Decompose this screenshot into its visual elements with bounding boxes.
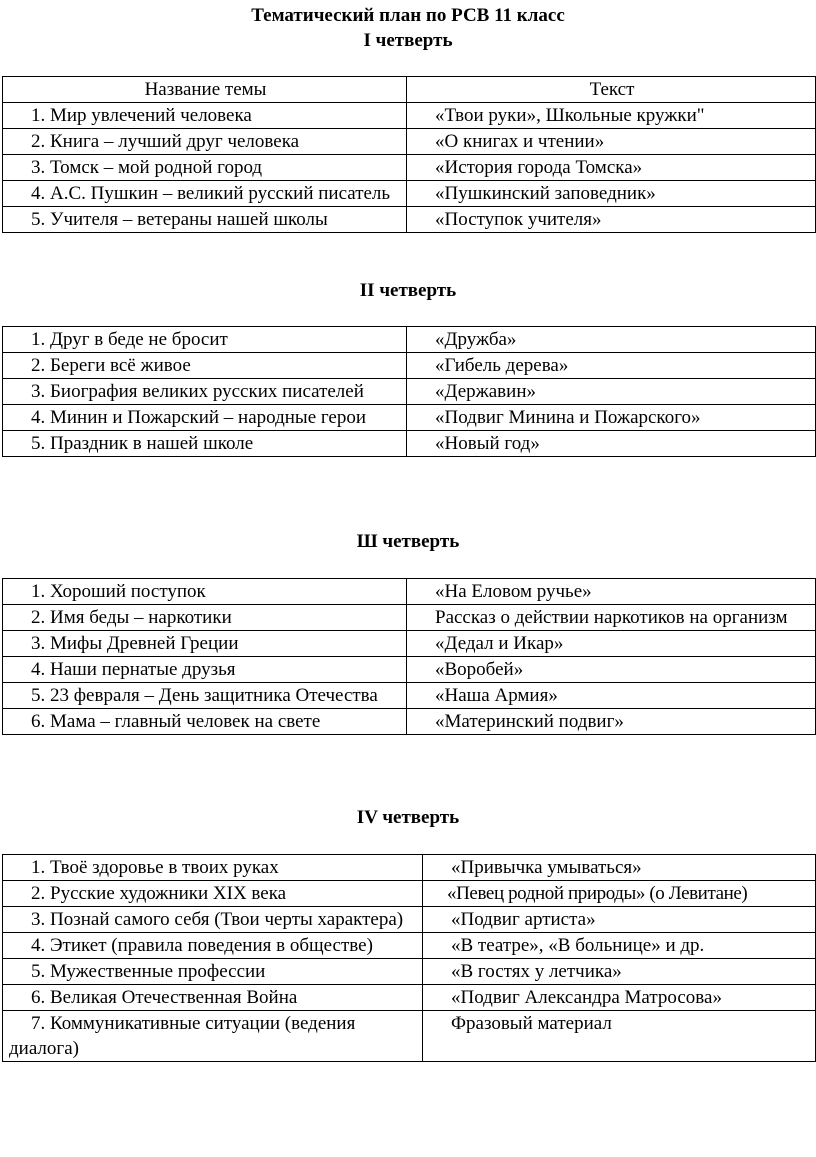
quarter-4-heading: IV четверть bbox=[356, 807, 460, 828]
text-value: «Пушкинский заповедник» bbox=[435, 183, 656, 204]
table-row bbox=[3, 129, 816, 155]
topic-text: 2. Береги всё живое bbox=[31, 355, 191, 376]
quarter-1-heading: I четверть bbox=[363, 30, 453, 51]
topic-cell bbox=[3, 431, 407, 457]
topic-cell bbox=[3, 207, 407, 233]
text-value: «Гибель дерева» bbox=[435, 355, 569, 376]
table-row bbox=[3, 631, 816, 657]
text-value: «На Еловом ручье» bbox=[435, 581, 592, 602]
text-value: Фразовый материал bbox=[451, 1013, 612, 1034]
quarter-4-table bbox=[2, 854, 816, 1062]
table-row bbox=[3, 657, 816, 683]
text-cell bbox=[423, 855, 816, 881]
topic-cell bbox=[3, 181, 407, 207]
table-row bbox=[3, 1011, 816, 1062]
text-value: «Дедал и Икар» bbox=[435, 633, 564, 654]
text-value: «О книгах и чтении» bbox=[435, 131, 605, 152]
topic-cell bbox=[3, 405, 407, 431]
table-row bbox=[3, 579, 816, 605]
topic-text: 6. Великая Отечественная Война bbox=[31, 987, 298, 1008]
text-cell bbox=[423, 907, 816, 933]
topic-text: 1. Мир увлечений человека bbox=[31, 105, 252, 126]
topic-cell bbox=[3, 605, 407, 631]
topic-cell bbox=[3, 579, 407, 605]
quarter-2-table bbox=[2, 326, 816, 457]
topic-text: 2. Книга – лучший друг человека bbox=[31, 131, 300, 152]
table-row bbox=[3, 155, 816, 181]
table-row bbox=[3, 327, 816, 353]
table-row bbox=[3, 855, 816, 881]
topic-text: 5. Праздник в нашей школе bbox=[31, 433, 254, 454]
quarter-3-table bbox=[2, 578, 816, 735]
text-cell bbox=[407, 631, 816, 657]
text-value: «Поступок учителя» bbox=[435, 209, 602, 230]
text-value: «Наша Армия» bbox=[435, 685, 558, 706]
topic-cell bbox=[3, 129, 407, 155]
topic-text: 6. Мама – главный человек на свете bbox=[31, 711, 321, 732]
text-cell bbox=[407, 207, 816, 233]
topic-cell bbox=[3, 657, 407, 683]
topic-text: 5. Учителя – ветераны нашей школы bbox=[31, 209, 328, 230]
topic-cell bbox=[3, 959, 423, 985]
topic-text: 4. Минин и Пожарский – народные герои bbox=[31, 407, 367, 428]
text-value: «Подвиг артиста» bbox=[451, 909, 596, 930]
text-value: «Подвиг Александра Матросова» bbox=[451, 987, 722, 1008]
text-cell bbox=[423, 959, 816, 985]
text-cell bbox=[407, 683, 816, 709]
text-cell bbox=[407, 405, 816, 431]
table-row bbox=[3, 181, 816, 207]
topic-text: 3. Биография великих русских писателей bbox=[31, 381, 364, 402]
quarter-1-table bbox=[2, 76, 816, 233]
text-value: «В театре», «В больнице» и др. bbox=[451, 935, 705, 956]
text-cell bbox=[407, 155, 816, 181]
text-value: «Твои руки», Школьные кружки" bbox=[435, 105, 705, 126]
topic-text: 1. Твоё здоровье в твоих руках bbox=[31, 857, 279, 878]
text-cell bbox=[407, 327, 816, 353]
document-title: Тематический план по РСВ 11 класс bbox=[251, 5, 565, 26]
table-row bbox=[3, 353, 816, 379]
text-cell bbox=[407, 605, 816, 631]
table-row bbox=[3, 881, 816, 907]
text-value: «Подвиг Минина и Пожарского» bbox=[435, 407, 701, 428]
topic-cell bbox=[3, 683, 407, 709]
text-cell bbox=[423, 933, 816, 959]
table-row bbox=[3, 985, 816, 1011]
text-cell bbox=[407, 181, 816, 207]
text-value: «Дружба» bbox=[435, 329, 517, 350]
quarter-3-heading: Ш четверть bbox=[356, 531, 460, 552]
topic-text: 4. Наши пернатые друзья bbox=[31, 659, 236, 680]
text-value: «В гостях у летчика» bbox=[451, 961, 622, 982]
table-row bbox=[3, 379, 816, 405]
topic-text: 7. Коммуникативные ситуации (ведения диалога) bbox=[9, 1013, 356, 1059]
text-cell bbox=[407, 379, 816, 405]
topic-cell bbox=[3, 155, 407, 181]
table-row bbox=[3, 683, 816, 709]
table-row bbox=[3, 207, 816, 233]
topic-cell bbox=[3, 907, 423, 933]
topic-cell bbox=[3, 103, 407, 129]
text-cell bbox=[407, 431, 816, 457]
column-header-text: Текст bbox=[407, 77, 816, 103]
text-value: «Державин» bbox=[435, 381, 536, 402]
topic-cell bbox=[3, 985, 423, 1011]
table-row bbox=[3, 605, 816, 631]
topic-text: 2. Имя беды – наркотики bbox=[31, 607, 232, 628]
topic-cell bbox=[3, 709, 407, 735]
text-value: «Воробей» bbox=[435, 659, 524, 680]
text-cell bbox=[407, 657, 816, 683]
text-value: «Новый год» bbox=[435, 433, 540, 454]
column-header-topic: Название темы bbox=[3, 77, 407, 103]
text-cell bbox=[407, 709, 816, 735]
topic-text: 1. Друг в беде не бросит bbox=[31, 329, 228, 350]
topic-text: 5. 23 февраля – День защитника Отечества bbox=[31, 685, 378, 706]
topic-cell bbox=[3, 327, 407, 353]
table-row bbox=[3, 405, 816, 431]
table-row bbox=[3, 103, 816, 129]
text-cell bbox=[423, 985, 816, 1011]
text-cell bbox=[407, 579, 816, 605]
table-row bbox=[3, 959, 816, 985]
topic-cell bbox=[3, 1011, 423, 1062]
topic-cell bbox=[3, 353, 407, 379]
text-value: Рассказ о действии наркотиков на организм bbox=[435, 607, 788, 628]
topic-cell bbox=[3, 881, 423, 907]
topic-cell bbox=[3, 379, 407, 405]
topic-cell bbox=[3, 631, 407, 657]
text-cell bbox=[423, 1011, 816, 1062]
table-row bbox=[3, 933, 816, 959]
topic-text: 3. Томск – мой родной город bbox=[31, 157, 263, 178]
table-header-row bbox=[3, 77, 816, 103]
text-value: «История города Томска» bbox=[435, 157, 643, 178]
topic-text: 3. Познай самого себя (Твои черты характера) bbox=[31, 909, 404, 930]
text-value: «Привычка умываться» bbox=[451, 857, 642, 878]
text-cell bbox=[407, 129, 816, 155]
quarter-2-heading: II четверть bbox=[359, 280, 457, 301]
topic-text: 3. Мифы Древней Греции bbox=[31, 633, 239, 654]
topic-text: 4. А.С. Пушкин – великий русский писатель bbox=[31, 183, 391, 204]
topic-text: 5. Мужественные профессии bbox=[31, 961, 266, 982]
topic-text: 2. Русские художники XIX века bbox=[31, 883, 287, 904]
topic-text: 1. Хороший поступок bbox=[31, 581, 206, 602]
topic-cell bbox=[3, 933, 423, 959]
text-value: «Певец родной природы» (о Левитане) bbox=[447, 883, 748, 904]
text-cell bbox=[407, 353, 816, 379]
table-row bbox=[3, 431, 816, 457]
topic-text: 4. Этикет (правила поведения в обществе) bbox=[31, 935, 373, 956]
text-value: «Материнский подвиг» bbox=[435, 711, 624, 732]
text-cell bbox=[407, 103, 816, 129]
topic-cell bbox=[3, 855, 423, 881]
table-row bbox=[3, 907, 816, 933]
text-cell bbox=[423, 881, 816, 907]
table-row bbox=[3, 709, 816, 735]
